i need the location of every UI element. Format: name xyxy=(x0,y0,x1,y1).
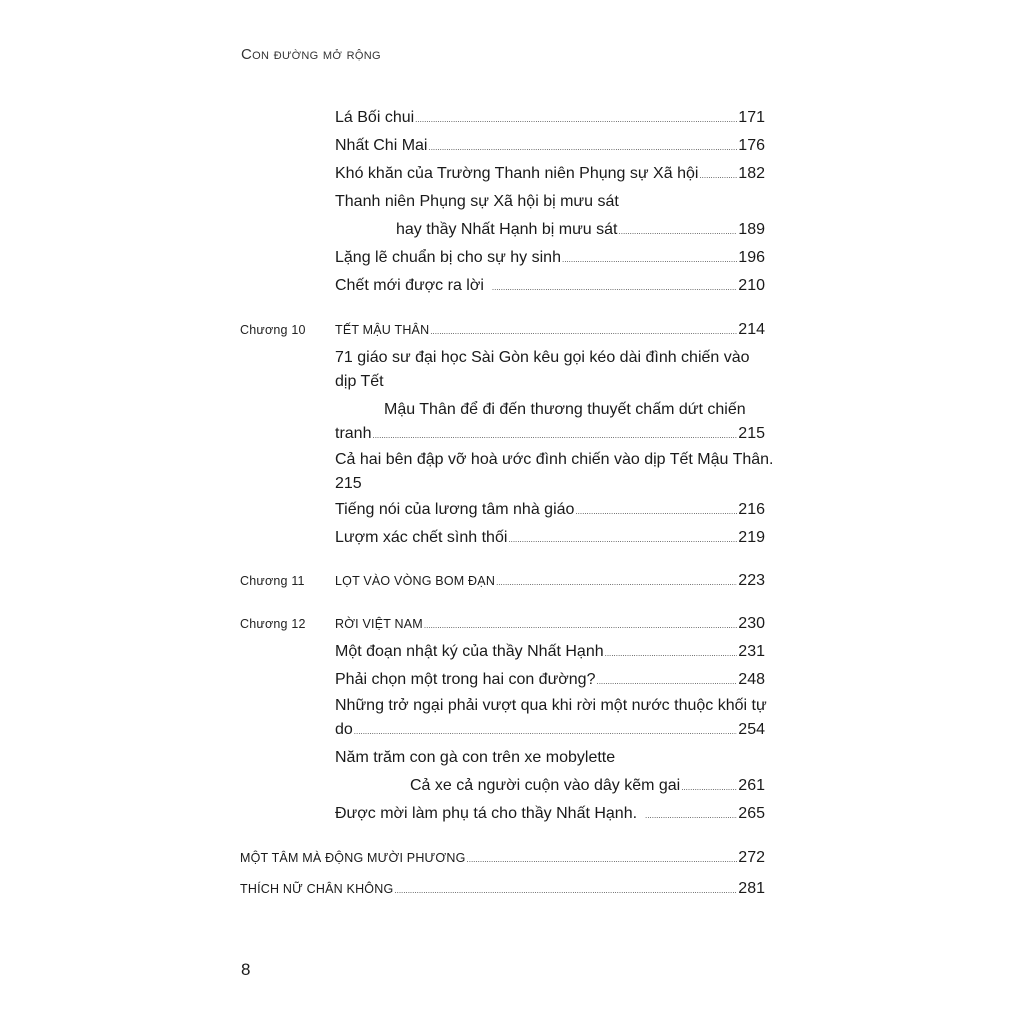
toc-entry-title: Lượm xác chết sình thối xyxy=(335,529,508,546)
leader-dots xyxy=(394,879,737,903)
toc-entry-title: Phải chọn một trong hai con đường? xyxy=(335,671,596,688)
chapter-12-page: 230 xyxy=(738,615,765,632)
back-matter-page: 281 xyxy=(738,880,765,897)
toc-entry-title-line1[interactable]: Thanh niên Phụng sự Xã hội bị mưu sát xyxy=(335,193,619,210)
leader-dots xyxy=(575,500,737,524)
toc-entry-page: 182 xyxy=(738,165,765,182)
toc-entry[interactable] xyxy=(335,274,765,300)
toc-entry[interactable] xyxy=(335,718,765,744)
toc-entry-line[interactable]: Cả hai bên đập vỡ hoà ước đình chiến vào dịp Tết Mậu Thân. xyxy=(335,451,774,468)
leader-dots xyxy=(605,642,738,666)
toc-entry[interactable] xyxy=(335,246,765,272)
toc-entry-page: 261 xyxy=(738,777,765,794)
leader-dots xyxy=(596,670,737,694)
toc-entry-page: 219 xyxy=(738,529,765,546)
toc-entry-line[interactable]: Năm trăm con gà con trên xe mobylette xyxy=(335,749,616,766)
chapter-12-heading[interactable] xyxy=(335,612,765,638)
toc-entry-title: Cả xe cả người cuộn vào dây kẽm gai xyxy=(410,777,681,794)
leader-dots xyxy=(428,136,737,160)
toc-entry[interactable] xyxy=(335,162,765,188)
toc-entry-title: hay thầy Nhất Hạnh bị mưu sát xyxy=(396,221,618,238)
chapter-10-label: Chương 10 xyxy=(240,323,306,337)
leader-dots xyxy=(430,320,737,344)
toc-entry-line[interactable]: Mậu Thân để đi đến thương thuyết chấm dứt chiến xyxy=(384,401,746,418)
toc-entry[interactable] xyxy=(335,640,765,666)
chapter-11-title: LỌT VÀO VÒNG BOM ĐẠN xyxy=(335,574,496,588)
toc-entry-page: 231 xyxy=(738,643,765,660)
toc-entry-page: 216 xyxy=(738,501,765,518)
toc-entry-title: Khó khăn của Trường Thanh niên Phụng sự Xã hội xyxy=(335,165,699,182)
leader-dots xyxy=(619,220,738,244)
toc-entry[interactable] xyxy=(335,802,765,828)
leader-dots xyxy=(645,804,737,828)
toc-entry-title: Chết mới được ra lời xyxy=(335,277,484,294)
leader-dots xyxy=(415,108,737,132)
toc-entry[interactable] xyxy=(410,774,765,800)
chapter-10-page: 214 xyxy=(738,321,765,338)
leader-dots xyxy=(562,248,737,272)
toc-entry[interactable] xyxy=(335,668,765,694)
toc-entry-title: Nhất Chi Mai xyxy=(335,137,428,154)
toc-entry[interactable] xyxy=(335,526,765,552)
toc-entry-page: 210 xyxy=(738,277,765,294)
toc-entry-title: Một đoạn nhật ký của thầy Nhất Hạnh xyxy=(335,643,604,660)
chapter-11-heading[interactable] xyxy=(335,569,765,595)
back-matter-page: 272 xyxy=(738,849,765,866)
running-head: Con đường mở rộng xyxy=(241,46,381,63)
toc-entry-page: 189 xyxy=(738,221,765,238)
chapter-11-page: 223 xyxy=(738,572,765,589)
leader-dots xyxy=(467,848,738,872)
leader-dots xyxy=(372,424,737,448)
toc-entry-page: 176 xyxy=(738,137,765,154)
page-number: 8 xyxy=(241,960,251,979)
chapter-11-label: Chương 11 xyxy=(240,574,305,588)
chapter-10-title: TẾT MẬU THÂN xyxy=(335,323,430,337)
toc-entry-line[interactable]: 71 giáo sư đại học Sài Gòn kêu gọi kéo dài đình chiến vào xyxy=(335,349,750,366)
leader-dots xyxy=(508,528,737,552)
toc-entry-title: tranh xyxy=(335,425,372,442)
back-matter-entry[interactable] xyxy=(240,877,765,903)
toc-entry-title: Tiếng nói của lương tâm nhà giáo xyxy=(335,501,575,518)
toc-entry-page: 265 xyxy=(738,805,765,822)
toc-entry[interactable] xyxy=(335,498,765,524)
leader-dots xyxy=(354,720,738,744)
leader-dots xyxy=(496,571,737,595)
back-matter-title: THÍCH NỮ CHÂN KHÔNG xyxy=(240,882,394,896)
toc-entry-title: Được mời làm phụ tá cho thầy Nhất Hạnh. xyxy=(335,805,638,822)
toc-entry-line[interactable]: dịp Tết xyxy=(335,373,384,390)
toc-entry-page: 171 xyxy=(738,109,765,126)
back-matter-entry[interactable] xyxy=(240,846,765,872)
toc-entry-title: Lặng lẽ chuẩn bị cho sự hy sinh xyxy=(335,249,561,266)
toc-entry[interactable] xyxy=(335,422,765,448)
chapter-12-title: RỜI VIỆT NAM xyxy=(335,617,423,631)
toc-entry[interactable] xyxy=(335,106,765,132)
toc-entry-page: 248 xyxy=(738,671,765,688)
toc-entry-line[interactable]: Những trở ngại phải vượt qua khi rời một nước thuộc khối tự xyxy=(335,697,767,714)
toc-entry[interactable] xyxy=(335,134,765,160)
leader-dots xyxy=(699,164,737,188)
toc-entry-page: 196 xyxy=(738,249,765,266)
back-matter-title: MỘT TÂM MÀ ĐỘNG MƯỜI PHƯƠNG xyxy=(240,851,466,865)
leader-dots xyxy=(424,614,737,638)
toc-entry-page: 254 xyxy=(738,721,765,738)
toc-entry-line[interactable]: 215 xyxy=(335,475,362,492)
toc-entry-page: 215 xyxy=(738,425,765,442)
toc-entry-title: do xyxy=(335,721,353,738)
toc-entry-title: Lá Bối chui xyxy=(335,109,415,126)
leader-dots xyxy=(681,776,737,800)
leader-dots xyxy=(492,276,737,300)
toc-entry[interactable] xyxy=(396,218,765,244)
chapter-10-heading[interactable] xyxy=(335,318,765,344)
chapter-12-label: Chương 12 xyxy=(240,617,306,631)
